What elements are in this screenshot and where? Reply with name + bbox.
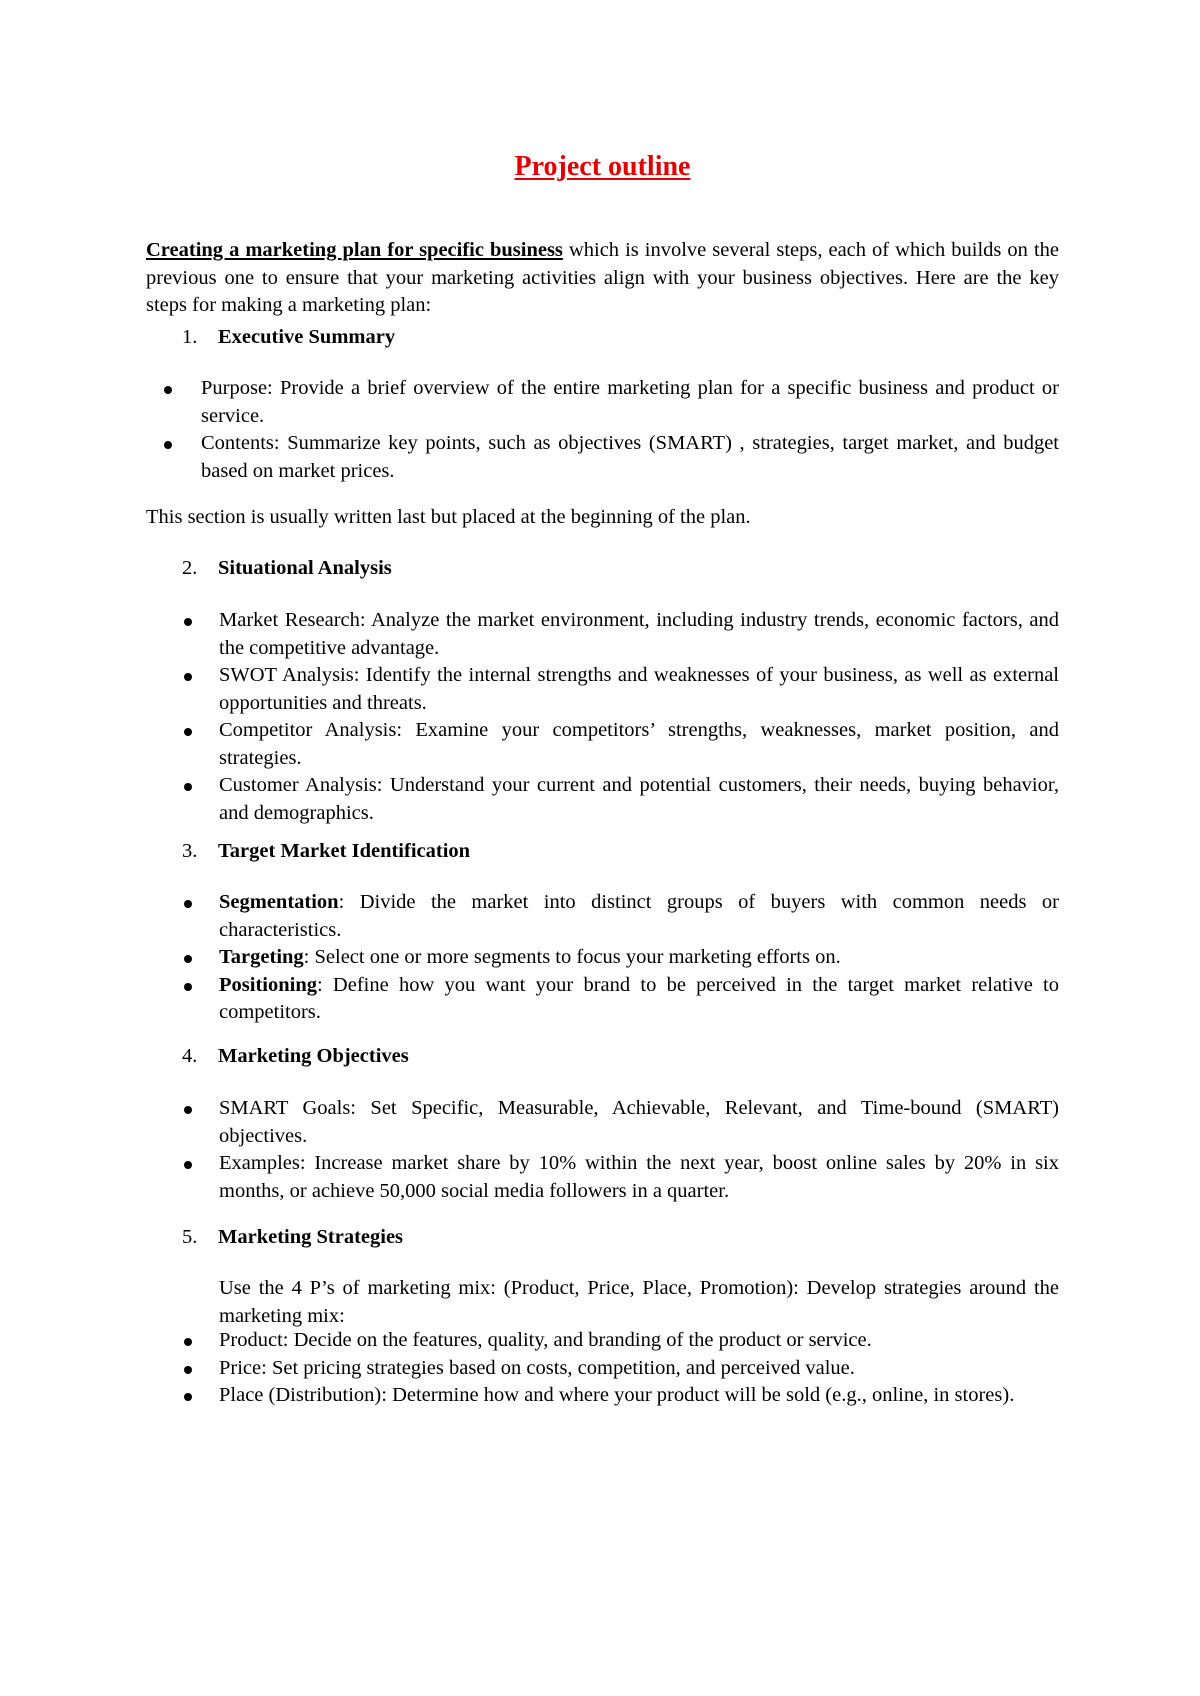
bullet-icon xyxy=(184,983,192,991)
section-label: Target Market Identification xyxy=(218,840,471,862)
list-item: Positioning: Define how you want your brand to be perceived in the target market relative to competitors. xyxy=(146,972,1059,1027)
section-1-list xyxy=(146,375,1059,485)
list-item: Price: Set pricing strategies based on costs, competition, and perceived value. xyxy=(146,1355,1059,1383)
list-item: Examples: Increase market share by 10% within the next year, boost online sales by 20% in six months, or achieve 50,000 social media followers in a quarter. xyxy=(146,1150,1059,1205)
bullet-icon xyxy=(184,955,192,963)
list-item: Place (Distribution): Determine how and where your product will be sold (e.g., online, in stores). xyxy=(146,1382,1059,1410)
bullet-icon xyxy=(184,1338,192,1346)
intro-text: which is involve several steps, each of which builds on the previous one to ensure that your marketing activities align with your business objectives. Here are the key steps for making a marketing plan: xyxy=(146,239,1059,316)
section-number: 2. xyxy=(182,557,198,579)
section-5-list xyxy=(146,1327,1059,1410)
bullet-icon xyxy=(184,1393,192,1401)
section-label: Situational Analysis xyxy=(218,557,392,579)
section-heading-3 xyxy=(146,838,1059,866)
section-heading-1 xyxy=(146,324,1059,352)
list-item: Product: Decide on the features, quality, and branding of the product or service. xyxy=(146,1327,1059,1355)
bullet-icon xyxy=(184,1106,192,1114)
section-2-list xyxy=(146,607,1059,827)
list-item: Customer Analysis: Understand your current and potential customers, their needs, buying behavior, and demographics. xyxy=(146,772,1059,827)
bullet-icon xyxy=(184,673,192,681)
section-5-intro: Use the 4 P’s of marketing mix: (Product, Price, Place, Promotion): Develop strategies around the marketing mix: xyxy=(219,1277,1059,1327)
list-item: Segmentation: Divide the market into distinct groups of buyers with common needs or characteristics. xyxy=(146,889,1059,944)
bullet-icon xyxy=(184,1161,192,1169)
section-number: 4. xyxy=(182,1045,198,1067)
list-item: SMART Goals: Set Specific, Measurable, Achievable, Relevant, and Time-bound (SMART) objectives. xyxy=(146,1095,1059,1150)
bullet-icon xyxy=(184,900,192,908)
list-item: Purpose: Provide a brief overview of the entire marketing plan for a specific business and product or service. xyxy=(146,375,1059,430)
bullet-icon xyxy=(184,1366,192,1374)
bullet-icon xyxy=(184,618,192,626)
bullet-icon xyxy=(184,728,192,736)
section-label: Executive Summary xyxy=(218,326,396,348)
section-label: Marketing Objectives xyxy=(218,1045,409,1067)
section-number: 5. xyxy=(182,1226,198,1248)
section-number: 1. xyxy=(182,326,198,348)
section-3-list xyxy=(146,889,1059,1027)
section-label: Marketing Strategies xyxy=(218,1226,404,1248)
list-item: Contents: Summarize key points, such as objectives (SMART) , strategies, target market, and budget based on market prices. xyxy=(146,430,1059,485)
section-heading-2 xyxy=(146,555,1059,583)
bullet-icon xyxy=(164,441,172,449)
section-heading-4 xyxy=(146,1043,1059,1071)
section-4-list xyxy=(146,1095,1059,1205)
intro-paragraph xyxy=(146,237,1059,320)
section-heading-5 xyxy=(146,1224,1059,1252)
list-item: Competitor Analysis: Examine your competitors’ strengths, weaknesses, market position, and strategies. xyxy=(146,717,1059,772)
page-title: Project outline xyxy=(514,151,691,182)
bullet-icon xyxy=(164,386,172,394)
list-item: Market Research: Analyze the market environment, including industry trends, economic factors, and the competitive advantage. xyxy=(146,607,1059,662)
bullet-icon xyxy=(184,783,192,791)
list-item: SWOT Analysis: Identify the internal strengths and weaknesses of your business, as well as external opportunities and threats. xyxy=(146,662,1059,717)
list-item: Targeting: Select one or more segments to focus your marketing efforts on. xyxy=(146,944,1059,972)
section-number: 3. xyxy=(182,840,198,862)
section-1-note: This section is usually written last but placed at the beginning of the plan. xyxy=(146,506,751,528)
intro-lead: Creating a marketing plan for specific business xyxy=(146,239,563,261)
